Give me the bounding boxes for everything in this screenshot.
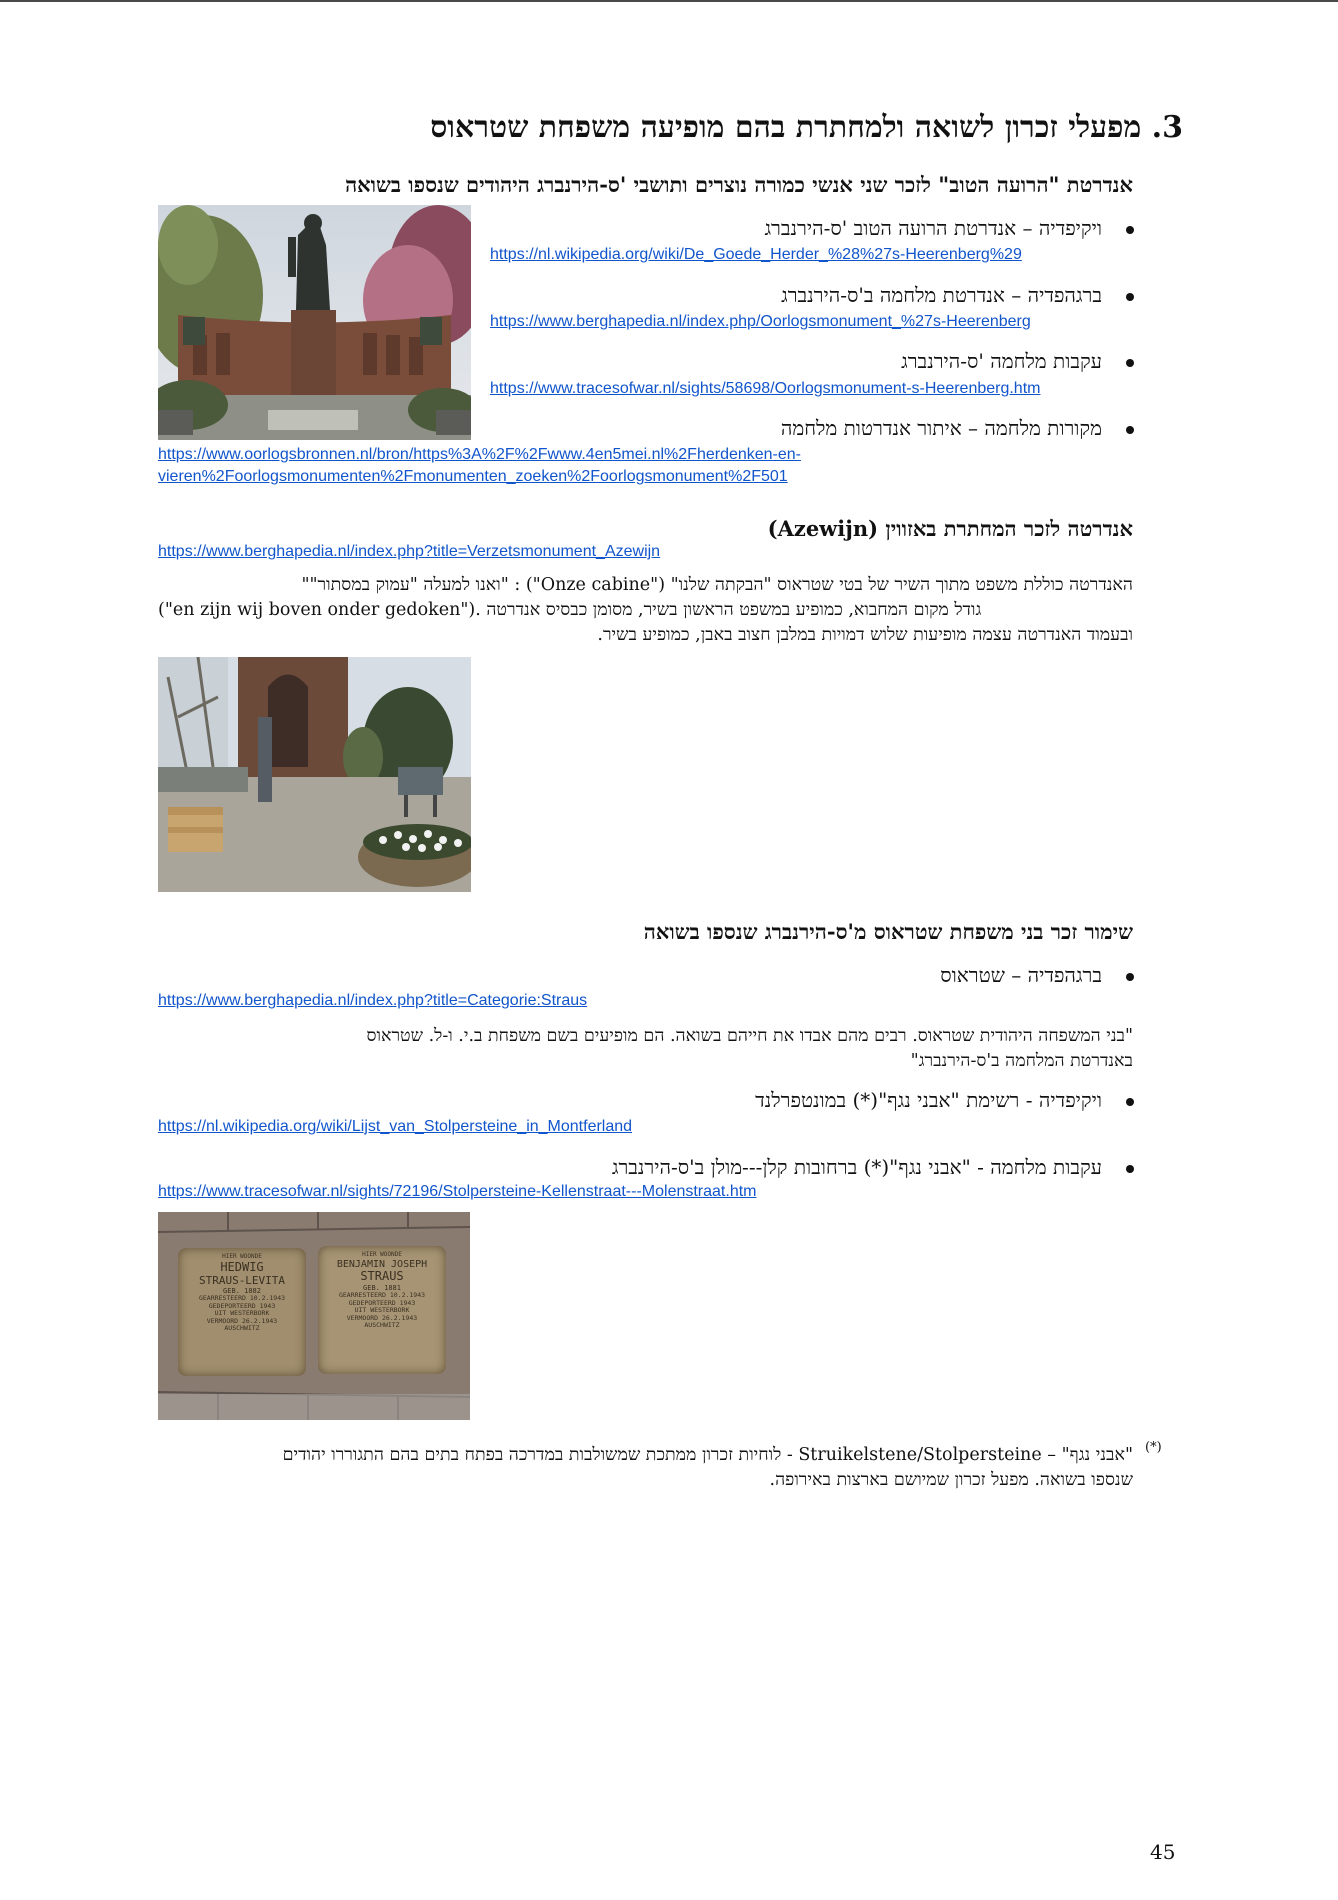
stone-text: STRAUS <box>360 1269 404 1284</box>
footnote-line: שנספו בשואה. מפעל זכרון שמיושם בארצות באירופה. <box>769 1470 1133 1490</box>
bullet <box>1126 973 1134 981</box>
stone-text: VERMOORD 26.2.1943 <box>346 1313 418 1322</box>
bullet <box>1126 1098 1134 1106</box>
page-title: 3. מפעלי זכרון לשואה ולמחתרת בהם מופיעה משפחת שטראוס <box>430 110 1183 145</box>
item-tracesofwar-stolpersteine: עקבות מלחמה - "אבני נגף"(*) ברחובות קלן---מולן ב'ס-הירנברג <box>611 1155 1102 1179</box>
bullet <box>1126 426 1134 434</box>
quote-line: "בני המשפחה היהודית שטראוס. רבים מהם אבדו את חייהם בשואה. הם מופיעים בשם משפחת ב.י. ו-ל. שטראוס <box>366 1026 1133 1046</box>
link-oorlogsbronnen-line2[interactable]: vieren%2Foorlogsmonumenten%2Fmonumenten_zoeken%2Foorlogsmonument%2F501 <box>158 468 788 485</box>
top-border <box>0 0 1338 2</box>
paragraph-line: ובעמוד האנדרטה עצמה מופיעות שלוש דמויות במלבן חצוב באבן, כמופיע בשיר. <box>597 625 1133 645</box>
stone-text: STRAUS-LEVITA <box>198 1273 286 1287</box>
straus-quote <box>158 1024 1133 1074</box>
item-tracesofwar-monument: עקבות מלחמה 'ס-הירנברג <box>901 349 1102 373</box>
bullet <box>1126 1165 1134 1173</box>
link-tracesofwar-stolpersteine[interactable]: https://www.tracesofwar.nl/sights/72196/Stolpersteine-Kellenstraat---Molenstraat.htm <box>158 1183 757 1200</box>
link-wikipedia-stolpersteine[interactable]: https://nl.wikipedia.org/wiki/Lijst_van_Stolpersteine_in_Montferland <box>158 1118 633 1135</box>
footnote-marker: (*) <box>1145 1440 1162 1455</box>
stone-text: AUSCHWITZ <box>364 1321 400 1330</box>
bullet <box>1126 359 1134 367</box>
bullet <box>1126 293 1134 301</box>
stone-text: BENJAMIN JOSEPH <box>336 1258 428 1270</box>
stone-text: GEARRESTEERD 10.2.1943 <box>338 1291 426 1300</box>
link-berghapedia-azewijn[interactable]: https://www.berghapedia.nl/index.php?title=Verzetsmonument_Azewijn <box>158 543 661 560</box>
link-wikipedia-good-shepherd[interactable]: https://nl.wikipedia.org/wiki/De_Goede_Herder_%28%27s-Heerenberg%29 <box>490 246 1022 263</box>
stolperstein-hedwig <box>178 1248 306 1376</box>
footnote-text <box>158 1443 1133 1493</box>
section-title-azewijn: אנדרטה לזכר המחתרת באזווין (Azewijn) <box>767 516 1133 541</box>
item-berghapedia-straus: ברגהפדיה – שטראוס <box>940 963 1102 987</box>
stone-text: HIER WOONDE <box>222 1253 262 1260</box>
stone-text: UIT WESTERBORK <box>354 1306 410 1315</box>
stone-text: GEDEPORTEERD 1943 <box>208 1301 276 1310</box>
link-oorlogsbronnen-line1[interactable]: https://www.oorlogsbronnen.nl/bron/https%3A%2F%2Fwww.4en5mei.nl%2Fherdenken-en- <box>158 446 802 463</box>
quote-line: באנדרטת המלחמה ב'ס-הירנברג" <box>910 1051 1133 1071</box>
item-wikipedia-stolpersteine: ויקיפדיה - רשימת "אבני נגף"(*) במונטפרלנד <box>755 1088 1102 1112</box>
stone-text: UIT WESTERBORK <box>214 1309 270 1318</box>
stone-text: HIER WOONDE <box>362 1251 402 1258</box>
paragraph-line: ("en zijn wij boven onder gedoken"). גודל מקום המחבוא, כמופיע במשפט הראשון בשיר, מסומן כבסיס אנדרטה <box>158 600 982 620</box>
stone-text: HEDWIG <box>220 1259 264 1274</box>
link-tracesofwar-monument[interactable]: https://www.tracesofwar.nl/sights/58698/Oorlogsmonument-s-Heerenberg.htm <box>490 380 1041 397</box>
item-berghapedia-war-monument: ברגהפדיה – אנדרטת מלחמה ב'ס-הירנברג <box>781 283 1102 307</box>
stone-text: GEB. 1882 <box>223 1287 261 1296</box>
stone-text: GEDEPORTEERD 1943 <box>348 1298 416 1307</box>
section-title-good-shepherd: אנדרטת "הרועה הטוב" לזכר שני אנשי כמורה נוצרים ותושבי 'ס-הירנברג היהודים שנספו בשואה <box>345 172 1133 197</box>
paragraph-line: האנדרטה כוללת משפט מתוך השיר של בטי שטראוס "הבקתה שלנו" ("Onze cabine") : "ואנו למעלה "עמוק במסתור"" <box>301 575 1133 595</box>
azewijn-description <box>158 573 1133 648</box>
item-wikipedia-good-shepherd: ויקיפדיה – אנדרטת הרועה הטוב 'ס-הירנברג <box>764 216 1102 240</box>
stone-text: AUSCHWITZ <box>224 1324 260 1333</box>
stone-text: VERMOORD 26.2.1943 <box>206 1316 278 1325</box>
stolperstein-benjamin <box>318 1246 446 1374</box>
stone-text: GEARRESTEERD 10.2.1943 <box>198 1294 286 1303</box>
page-number: 45 <box>1150 1840 1176 1864</box>
item-oorlogsbronnen: מקורות מלחמה – איתור אנדרטות מלחמה <box>780 416 1102 440</box>
stone-text: GEB. 1881 <box>363 1284 401 1293</box>
azewijn-monument-photo <box>158 657 471 892</box>
section-title-straus-family: שימור זכר בני משפחת שטראוס מ'ס-הירנברג שנספו בשואה <box>643 919 1133 944</box>
link-berghapedia-straus[interactable]: https://www.berghapedia.nl/index.php?title=Categorie:Straus <box>158 992 588 1009</box>
footnote-line: "אבני נגף" – Struikelstene/Stolpersteine - לוחיות זכרון ממתכת שמשולבות במדרכה בפתח בתים בהם התגוררו יהודים <box>282 1445 1133 1465</box>
link-berghapedia-war-monument[interactable]: https://www.berghapedia.nl/index.php/Oorlogsmonument_%27s-Heerenberg <box>490 313 1031 330</box>
stolpersteine-photo <box>158 1212 470 1420</box>
good-shepherd-monument-photo <box>158 205 471 440</box>
bullet <box>1126 226 1134 234</box>
